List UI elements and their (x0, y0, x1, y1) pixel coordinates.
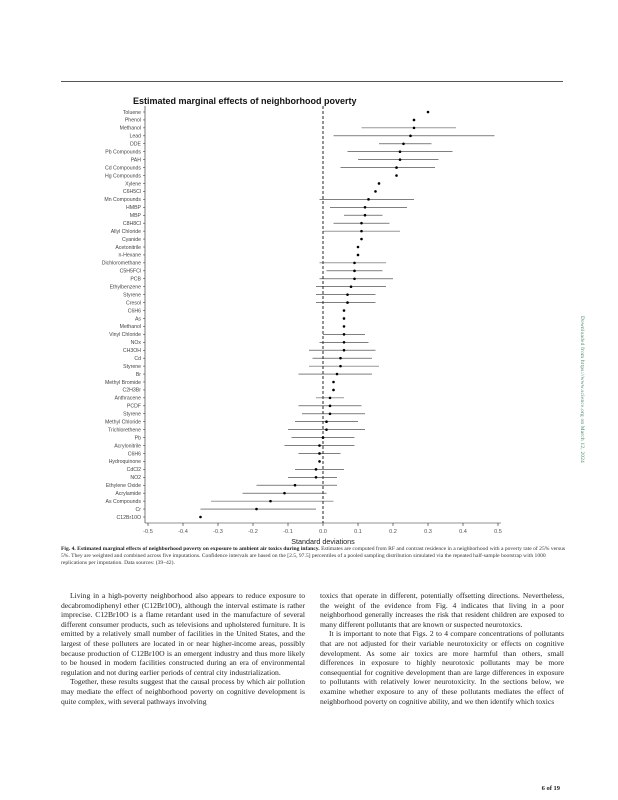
point-estimate (360, 230, 363, 233)
row-label: CH3OH (122, 348, 141, 355)
row-label: Pb Compounds (105, 149, 141, 156)
figure-caption (61, 546, 567, 567)
point-estimate (255, 508, 258, 511)
row-label: Ethylbenzene (109, 284, 141, 291)
row-label: PAH (130, 157, 141, 164)
point-estimate (353, 270, 356, 273)
point-estimate (378, 182, 381, 185)
row-label: C2H3Br (122, 387, 141, 394)
point-estimate (427, 111, 430, 114)
row-label: C8H8Cl (122, 220, 141, 227)
point-estimate (413, 119, 416, 122)
point-estimate (395, 166, 398, 169)
row-label: MBP (129, 213, 141, 220)
row-label: Dichloromethane (101, 260, 141, 267)
x-tick-label: -0.2 (248, 529, 258, 535)
x-tick-label: -0.3 (213, 529, 223, 535)
point-estimate (343, 317, 346, 320)
caption-text: Estimates are computed from RF and contrast residence in a neighborhood with a poverty rate of 25% versus 5%. They are weighted and combined across five imputations. Confidence intervals are based on the [2.5, 97.5] percentiles of a pooled sampling distribution simulated via the repeated half-sample bootstrap with 1000 replications per imputation. Data sources: (39–42). (61, 546, 566, 566)
x-axis-label: Standard deviations (291, 537, 355, 545)
row-label: Trichlorethene (108, 427, 141, 434)
page-number: 6 of 19 (541, 785, 560, 792)
point-estimate (283, 492, 286, 495)
row-label: n-Hexane (118, 252, 141, 259)
point-estimate (325, 428, 328, 431)
point-estimate (336, 373, 339, 376)
row-label: Allyl Chloride (110, 228, 141, 235)
row-label: Cyanide (121, 236, 141, 243)
row-label: NO2 (130, 475, 141, 482)
row-label: Methyl Bromide (104, 379, 141, 386)
download-note-text: Downloaded from https://www.science.org on March 12, 2024 (579, 316, 585, 464)
point-estimate (353, 277, 356, 280)
row-label: PCB (130, 276, 141, 283)
point-estimate (315, 476, 318, 479)
body-left-column (61, 591, 305, 706)
point-estimate (343, 341, 346, 344)
row-label: Styrene (123, 411, 141, 418)
row-label: Toluene (122, 109, 141, 116)
row-label: HMBP (126, 205, 141, 212)
point-estimate (332, 389, 335, 392)
row-label: Phenol (124, 117, 141, 124)
row-label: Hg Compounds (104, 173, 141, 180)
point-estimate (318, 444, 321, 447)
row-label: Cd (134, 355, 141, 362)
point-estimate (399, 158, 402, 161)
point-estimate (360, 222, 363, 225)
row-label: DDE (130, 141, 141, 148)
row-label: Vinyl Chloride (109, 332, 141, 339)
row-label: As (134, 316, 141, 323)
body-paragraph: toxics that operate in different, potentially offsetting directions. Nevertheless, the weight of the evidence from Fig. 4 indicates that living in a poor neighborhood generally increases the risk that resident children are exposed to many different pollutants that are known or suspected neurotoxics. (320, 591, 564, 629)
point-estimate (402, 142, 405, 145)
row-label: CdCl2 (126, 467, 141, 474)
row-label: C12Br10O (116, 514, 141, 521)
download-note[interactable] (579, 316, 593, 522)
body-paragraph: Together, these results suggest that the causal process by which air pollution may mediate the effect of neighborhood poverty on cognitive development is quite complex, with several pathways involving (61, 677, 305, 706)
point-estimate (395, 174, 398, 177)
row-label: Cresol (126, 300, 141, 307)
point-estimate (374, 190, 377, 193)
point-estimate (343, 325, 346, 328)
x-tick-label: -0.1 (283, 529, 293, 535)
point-estimate (364, 214, 367, 217)
x-tick-label: -0.5 (143, 529, 153, 535)
row-label: Methanol (119, 125, 141, 132)
point-estimate (346, 293, 349, 296)
row-label: Br (135, 371, 141, 378)
point-estimate (413, 127, 416, 130)
row-label: Pb (134, 435, 141, 442)
x-tick-label: -0.4 (178, 529, 188, 535)
point-estimate (343, 333, 346, 336)
point-estimate (339, 365, 342, 368)
row-label: Acrylamide (115, 490, 141, 497)
point-estimate (332, 381, 335, 384)
point-estimate (318, 452, 321, 455)
x-tick-label: 0.4 (459, 529, 467, 535)
body-right-column (320, 591, 564, 706)
row-label: C6H6 (127, 451, 141, 458)
point-estimate (269, 500, 272, 503)
figure-title: Estimated marginal effects of neighborhood poverty (133, 96, 357, 106)
point-estimate (315, 468, 318, 471)
row-label: Styrene (123, 363, 141, 370)
point-estimate (357, 246, 360, 249)
row-label: Cd Compounds (104, 165, 141, 172)
row-label: Anthracene (114, 395, 141, 402)
point-estimate (409, 135, 412, 138)
point-estimate (343, 349, 346, 352)
row-label: PCDF (126, 403, 141, 410)
point-estimate (329, 412, 332, 415)
point-estimate (329, 397, 332, 400)
point-estimate (329, 405, 332, 408)
point-estimate (318, 460, 321, 463)
row-label: C6H5Cl (122, 189, 141, 196)
point-estimate (199, 516, 202, 519)
row-label: Ethylene Oxide (105, 483, 141, 490)
point-estimate (364, 206, 367, 209)
row-label: C5H5FCl (119, 268, 141, 275)
row-label: Lead (129, 133, 141, 140)
point-estimate (322, 436, 325, 439)
x-tick-label: 0.3 (424, 529, 432, 535)
body-paragraph: Living in a high-poverty neighborhood also appears to reduce exposure to decabromodiphenyl ether (C12Br10O), although the interval estimate is rather imprecise. C12Br10O is a flame retardant used in the manufacture of several different consumer products, such as televisions and upholstered furniture. It is emitted by a relatively small number of facilities in the United States, and the largest of these polluters are located in or near higher-income areas, possibly because production of C12Br10O is an emergent industry and thus more likely to be housed in modern facilities constructed during an era of environmental regulation and not during earlier periods of central city industrialization. (61, 591, 305, 677)
x-tick-label: 0.0 (319, 529, 327, 535)
x-tick-label: 0.2 (389, 529, 397, 535)
point-estimate (360, 238, 363, 241)
body-paragraph: It is important to note that Figs. 2 to 4 compare concentrations of pollutants that are not adjusted for their variable neurotoxicity or effects on cognitive development. As some air toxics are more harmful than others, small differences in exposure to highly neurotoxic pollutants may be more consequential for cognitive development than are large differences in exposure to pollutants with relatively lower neurotoxicity. In the sections below, we examine whether exposure to any of these pollutants mediates the effect of neighborhood poverty on cognitive ability, and we then identify which toxics (320, 629, 564, 706)
row-label: Cr (135, 506, 141, 513)
point-estimate (367, 198, 370, 201)
point-estimate (353, 262, 356, 265)
point-estimate (357, 254, 360, 257)
row-label: Methanol (119, 324, 141, 331)
row-label: Methyl Chloride (104, 419, 141, 426)
row-label: C6H6 (127, 308, 141, 315)
row-label: Mn Compounds (104, 197, 141, 204)
row-label: Acrylonitrile (114, 443, 141, 450)
point-estimate (346, 301, 349, 304)
x-tick-label: 0.5 (494, 529, 502, 535)
point-estimate (325, 420, 328, 423)
point-estimate (399, 150, 402, 153)
point-estimate (350, 285, 353, 288)
point-estimate (294, 484, 297, 487)
row-label: Xylene (125, 181, 141, 188)
row-label: Hydroquinone (108, 459, 141, 466)
x-tick-label: 0.1 (354, 529, 362, 535)
row-label: NOx (130, 340, 141, 347)
point-estimate (343, 309, 346, 312)
row-label: As Compounds (105, 498, 141, 505)
row-label: Acetonitrile (115, 244, 141, 251)
row-label: Styrene (123, 292, 141, 299)
point-estimate (339, 357, 342, 360)
caption-label: Fig. 4. Estimated marginal effects of neighborhood poverty on exposure to ambient air toxics during infancy. (61, 546, 320, 552)
